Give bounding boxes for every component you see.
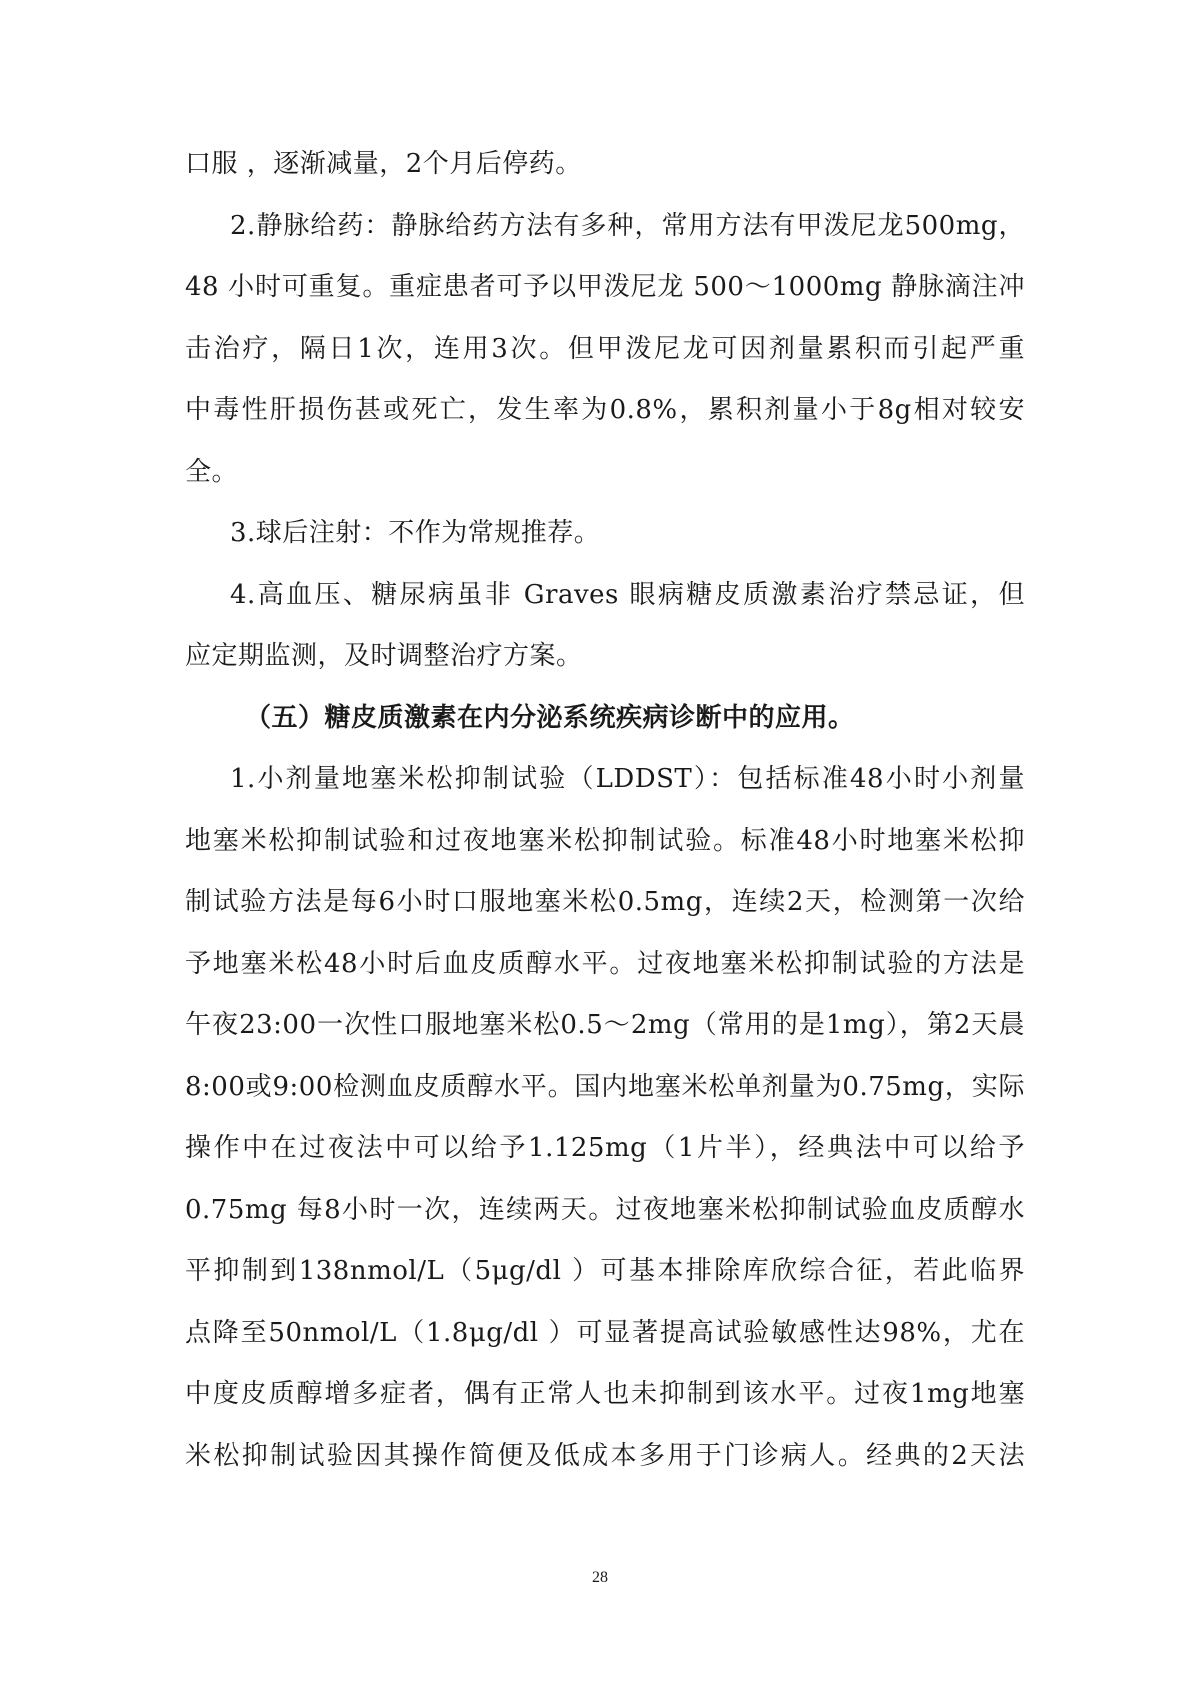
text-line: 应定期监测，及时调整治疗方案。: [185, 641, 583, 671]
text-line: 48 小时可重复。重症患者可予以甲泼尼龙 500～1000mg 静脉滴注冲: [185, 272, 1025, 302]
page-number: 28: [592, 1569, 608, 1586]
text-line: 中度皮质醇增多症者，偶有正常人也未抑制到该水平。过夜1mg地塞: [185, 1379, 1025, 1409]
text-line: 8:00或9:00检测血皮质醇水平。国内地塞米松单剂量为0.75mg，实际: [185, 1072, 1025, 1102]
text-line: 平抑制到138nmol/L（5μg/dl ）可基本排除库欣综合征，若此临界: [185, 1256, 1025, 1286]
text-line: 全。: [185, 457, 239, 487]
text-line: 中毒性肝损伤甚或死亡，发生率为0.8%，累积剂量小于8g相对较安: [185, 395, 1025, 425]
text-line: 午夜23:00一次性口服地塞米松0.5～2mg（常用的是1mg），第2天晨: [185, 1010, 1025, 1040]
text-line: 4.高血压、糖尿病虽非 Graves 眼病糖皮质激素治疗禁忌证，但: [230, 580, 1025, 610]
section-heading: （五）糖皮质激素在内分泌系统疾病诊断中的应用。: [245, 703, 855, 733]
text-line: 击治疗，隔日1次，连用3次。但甲泼尼龙可因剂量累积而引起严重: [185, 334, 1025, 364]
text-line: 口服 ，逐渐减量，2个月后停药。: [185, 149, 582, 179]
text-line: 米松抑制试验因其操作简便及低成本多用于门诊病人。经典的2天法: [185, 1441, 1025, 1471]
text-line: 地塞米松抑制试验和过夜地塞米松抑制试验。标准48小时地塞米松抑: [185, 826, 1025, 856]
text-line: 制试验方法是每6小时口服地塞米松0.5mg，连续2天，检测第一次给: [185, 887, 1025, 917]
text-line: 点降至50nmol/L（1.8μg/dl ）可显著提高试验敏感性达98%，尤在: [185, 1318, 1025, 1348]
text-line: 予地塞米松48小时后血皮质醇水平。过夜地塞米松抑制试验的方法是: [185, 949, 1025, 979]
text-line: 0.75mg 每8小时一次，连续两天。过夜地塞米松抑制试验血皮质醇水: [185, 1195, 1025, 1225]
text-line: 操作中在过夜法中可以给予1.125mg（1片半），经典法中可以给予: [185, 1133, 1025, 1163]
text-line: 1.小剂量地塞米松抑制试验（LDDST）：包括标准48小时小剂量: [230, 764, 1025, 794]
text-line: 3.球后注射：不作为常规推荐。: [230, 518, 601, 548]
text-line: 2.静脉给药：静脉给药方法有多种，常用方法有甲泼尼龙500mg，: [230, 211, 1025, 241]
